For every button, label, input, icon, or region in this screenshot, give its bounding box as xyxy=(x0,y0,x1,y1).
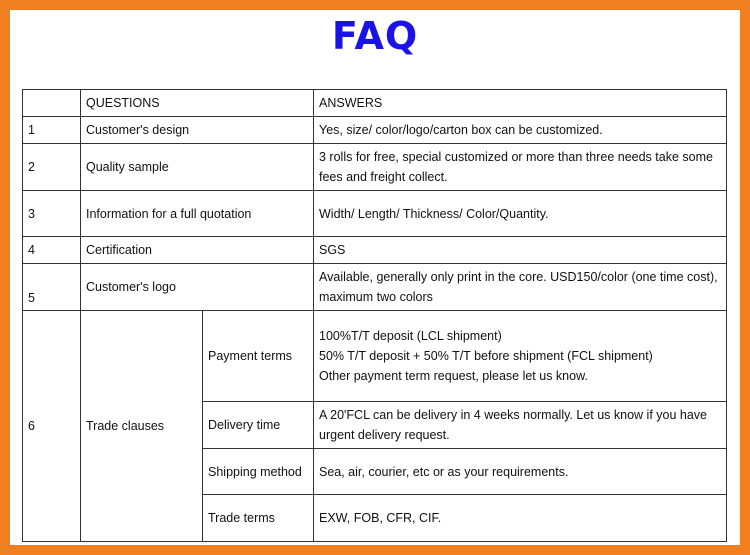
answer-cell: Width/ Length/ Thickness/ Color/Quantity. xyxy=(314,191,727,237)
question-cell: Trade clauses xyxy=(81,311,203,542)
subquestion-cell: Delivery time xyxy=(203,402,314,449)
table-row xyxy=(23,311,727,402)
row-number: 2 xyxy=(23,144,81,191)
question-cell: Information for a full quotation xyxy=(81,191,314,237)
answer-line: Other payment term request, please let us know. xyxy=(319,369,588,383)
row-number: 5 xyxy=(23,264,81,311)
table-header-row xyxy=(23,90,727,117)
page-title: FAQ xyxy=(331,14,419,58)
table-row xyxy=(23,264,727,311)
subquestion-cell: Trade terms xyxy=(203,495,314,542)
answer-line: 50% T/T deposit + 50% T/T before shipment (FCL shipment) xyxy=(319,349,653,363)
header-answers: ANSWERS xyxy=(314,90,727,117)
answer-cell: Yes, size/ color/logo/carton box can be customized. xyxy=(314,117,727,144)
table-row xyxy=(23,144,727,191)
row-number: 6 xyxy=(23,311,81,542)
answer-cell: Sea, air, courier, etc or as your requirements. xyxy=(314,449,727,495)
answer-cell: Available, generally only print in the core. USD150/color (one time cost), maximum two colors xyxy=(314,264,727,311)
row-number: 4 xyxy=(23,237,81,264)
table-row xyxy=(23,191,727,237)
question-cell: Customer's design xyxy=(81,117,314,144)
question-cell: Customer's logo xyxy=(81,264,314,311)
question-cell: Certification xyxy=(81,237,314,264)
header-questions: QUESTIONS xyxy=(81,90,314,117)
question-cell: Quality sample xyxy=(81,144,314,191)
table-row xyxy=(23,237,727,264)
answer-line: 100%T/T deposit (LCL shipment) xyxy=(319,329,502,343)
answer-cell xyxy=(314,311,727,402)
table-row xyxy=(23,117,727,144)
header-num-cell xyxy=(23,90,81,117)
faq-table xyxy=(22,89,727,542)
answer-cell: 3 rolls for free, special customized or more than three needs take some fees and freight collect. xyxy=(314,144,727,191)
subquestion-cell: Shipping method xyxy=(203,449,314,495)
answer-cell: EXW, FOB, CFR, CIF. xyxy=(314,495,727,542)
row-number: 3 xyxy=(23,191,81,237)
subquestion-cell: Payment terms xyxy=(203,311,314,402)
answer-cell: A 20'FCL can be delivery in 4 weeks normally. Let us know if you have urgent delivery request. xyxy=(314,402,727,449)
answer-cell: SGS xyxy=(314,237,727,264)
row-number: 1 xyxy=(23,117,81,144)
